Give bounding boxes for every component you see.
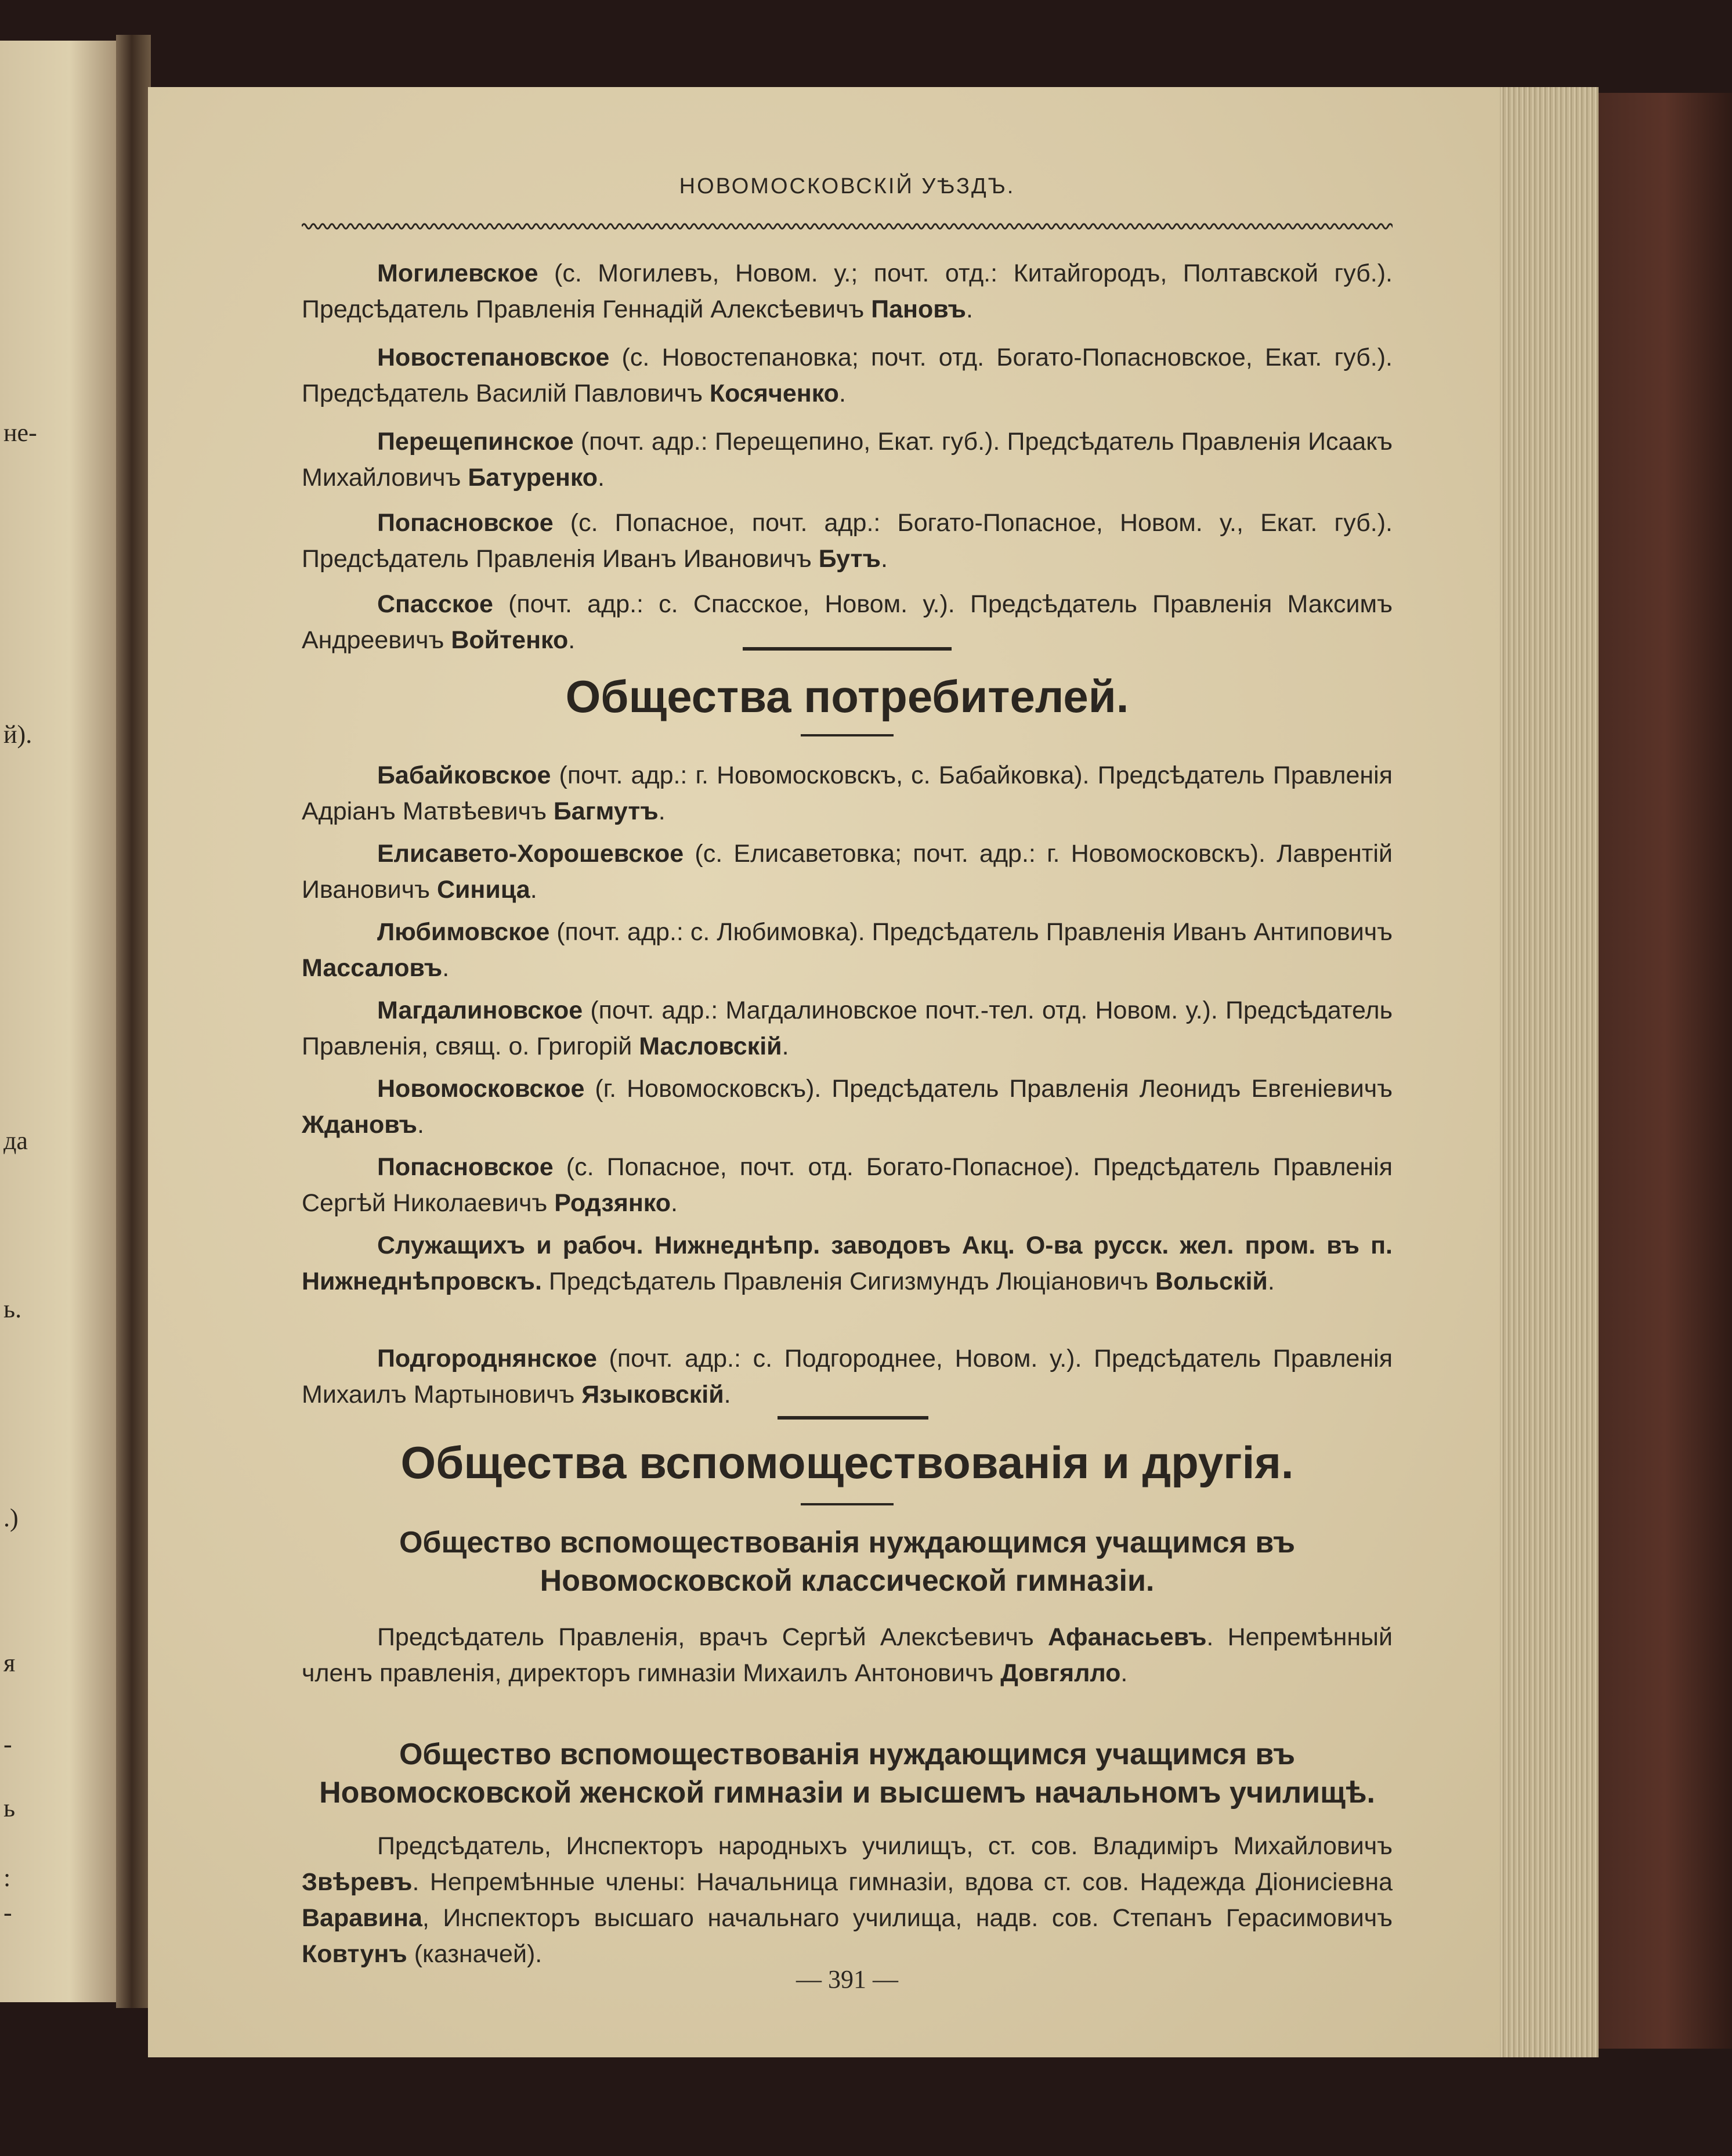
section-title: Общества потребителей. [565, 671, 1129, 722]
society-entry [302, 757, 1393, 829]
entry-name: Любимовское [377, 918, 550, 946]
entry-text: (с. Попасное, почт. адр.: Богато-Попасное, Новом. у., Екат. губ.). Предсѣдатель Правленія Иванъ Ивановичъ [302, 509, 1393, 573]
entry-name: Новостепановское [377, 344, 610, 371]
entry-person: Ждановъ [302, 1111, 418, 1139]
body-person: Афанасьевъ [1047, 1623, 1207, 1651]
entry-text: Предсѣдатель Правленія Сигизмундъ Люціановичъ [541, 1267, 1156, 1295]
entry-text: (почт. адр.: с. Спасское, Новом. у.). Предсѣдатель Правленія Максимъ Андреевичъ [302, 590, 1393, 654]
body-person: Довгялло [1000, 1659, 1121, 1687]
body-text: . Непремѣнный членъ правленія, директоръ гимназіи Михаилъ Антоновичъ [302, 1623, 1393, 1687]
entry-name: Могилевское [377, 259, 538, 287]
section-rule [778, 1416, 928, 1420]
society-entry [302, 914, 1393, 986]
left-fragment: й). [3, 720, 32, 749]
entry-text: (почт. адр.: г. Новомосковскъ, с. Бабайковка). Предсѣдатель Правленія Адріанъ Матвѣевичъ [302, 761, 1393, 825]
society-title: Общество вспомоществованія нуждающимся учащимся въ Новомосковской женской гимназіи и высшемъ начальномъ училищѣ. [319, 1738, 1375, 1810]
society-entry [302, 1071, 1393, 1143]
entry-tail: . [966, 295, 973, 323]
entry-person: Языковскій [581, 1381, 724, 1409]
page-number: — 391 — [796, 1965, 898, 1994]
short-rule [801, 734, 894, 736]
left-fragment: ь. [3, 1295, 22, 1323]
entry-name: Перещепинское [377, 428, 574, 456]
entry-text: (с. Попасное, почт. отд. Богато-Попасное). Предсѣдатель Правленія Сергѣй Николаевичъ [302, 1153, 1393, 1217]
running-head: НОВОМОСКОВСКІЙ УѢЗДЪ. [679, 174, 1015, 198]
short-rule [801, 1503, 894, 1505]
entry-text: (почт. адр.: Магдалиновское почт.-тел. отд. Новом. у.). Предсѣдатель Правленія, свящ. о. Григорій [302, 996, 1393, 1060]
society-entry [302, 340, 1393, 411]
entry-name: Спасское [377, 590, 493, 618]
society-entry [302, 836, 1393, 908]
entry-tail: . [880, 545, 888, 573]
entry-name: Новомосковское [377, 1075, 585, 1103]
entry-tail: . [598, 464, 605, 492]
society-entry [302, 505, 1393, 577]
society-title: Общество вспомоществованія нуждающимся учащимся въ Новомосковской классической гимназіи. [399, 1526, 1295, 1598]
entry-text: (с. Могилевъ, Новом. у.; почт. отд.: Китайгородъ, Полтавской губ.). Предсѣдатель Правленія Геннадій Алексѣевичъ [302, 259, 1393, 323]
left-fragment: ь [3, 1794, 16, 1822]
body-text: Предсѣдатель Правленія, врачъ Сергѣй Алексѣевичъ [377, 1623, 1048, 1651]
left-fragment: я [3, 1649, 16, 1677]
entry-tail: . [1267, 1267, 1275, 1295]
wavy-rule [302, 219, 1393, 233]
entry-text: (почт. адр.: с. Любимовка). Предсѣдатель Правленія Иванъ Антиповичъ [549, 918, 1393, 946]
entry-person: Пановъ [871, 295, 967, 323]
body-person: Звѣревъ [302, 1868, 413, 1896]
entry-text: (г. Новомосковскъ). Предсѣдатель Правленія Леонидъ Евгеніевичъ [584, 1075, 1393, 1103]
book-cover [1599, 93, 1732, 2049]
society-entry [302, 1227, 1393, 1299]
body-text: Предсѣдатель, Инспекторъ народныхъ училищъ, ст. сов. Владиміръ Михайловичъ [377, 1832, 1393, 1860]
page-edges [1500, 87, 1599, 2057]
body-tail: (казначей). [407, 1940, 543, 1968]
society-entry [302, 1341, 1393, 1413]
entry-tail: . [782, 1032, 789, 1060]
left-fragment: - [3, 1898, 12, 1927]
body-person: Варавина [302, 1904, 422, 1932]
society-entry [302, 1149, 1393, 1221]
entry-person: Батуренко [468, 464, 598, 492]
body-text: . Непремѣнные члены: Начальница гимназіи, вдова ст. сов. Надежда Діонисіевна [412, 1868, 1393, 1896]
entry-person: Массаловъ [302, 954, 443, 982]
left-fragment: : [3, 1864, 11, 1892]
society-entry [302, 424, 1393, 496]
entry-name: Елисавето-Хорошевское [377, 840, 684, 868]
entry-person: Синица [436, 876, 530, 904]
left-fragment: .) [3, 1504, 19, 1532]
section-title: Общества вспомоществованія и другія. [400, 1437, 1294, 1488]
left-page-edge [0, 41, 116, 2002]
entry-tail: . [838, 380, 846, 407]
body-tail: . [1120, 1659, 1128, 1687]
entry-name: Магдалиновское [377, 996, 583, 1024]
entry-text: (почт. адр.: с. Подгороднее, Новом. у.). Предсѣдатель Правленія Михаилъ Мартыновичъ [302, 1345, 1393, 1409]
entry-tail: . [671, 1189, 678, 1217]
entry-person: Масловскій [639, 1032, 782, 1060]
book-gutter [116, 35, 151, 2008]
entry-person: Вольскій [1155, 1267, 1268, 1295]
society-entry [302, 992, 1393, 1064]
left-fragment: не- [3, 418, 37, 447]
entry-text: (с. Елисаветовка; почт. адр.: г. Новомосковскъ). Лаврентій Ивановичъ [302, 840, 1393, 904]
entry-tail: . [417, 1111, 424, 1139]
entry-name: Попасновское [377, 1153, 554, 1181]
left-fragment: да [3, 1126, 28, 1155]
section-rule [743, 647, 952, 651]
body-person: Ковтунъ [302, 1940, 407, 1968]
entry-text: (с. Новостепановка; почт. отд. Богато-Попасновское, Екат. губ.). Предсѣдатель Василій Павловичъ [302, 344, 1393, 407]
entry-text: (почт. адр.: Перещепино, Екат. губ.). Предсѣдатель Правленія Исаакъ Михайловичъ [302, 428, 1393, 492]
entry-tail: . [568, 626, 576, 654]
entry-name: Подгороднянское [377, 1345, 597, 1373]
entry-tail: . [530, 876, 537, 904]
entry-person: Родзянко [554, 1189, 671, 1217]
entry-tail: . [658, 797, 666, 825]
entry-name: Бабайковское [377, 761, 551, 789]
entry-person: Багмутъ [553, 797, 659, 825]
body-text: , Инспекторъ высшаго начальнаго училища, надв. сов. Степанъ Герасимовичъ [422, 1904, 1393, 1932]
entry-tail: . [442, 954, 450, 982]
entry-person: Бутъ [818, 545, 881, 573]
society-body [302, 1619, 1393, 1691]
society-entry [302, 255, 1393, 327]
entry-name: Попасновское [377, 509, 554, 537]
society-body [302, 1828, 1393, 1972]
entry-name: Служащихъ и рабоч. Нижнеднѣпр. заводовъ Акц. О-ва русск. жел. пром. въ п. Нижнеднѣпровскъ. [302, 1232, 1393, 1295]
entry-tail: . [724, 1381, 731, 1409]
entry-person: Косяченко [709, 380, 839, 407]
entry-person: Войтенко [451, 626, 569, 654]
left-fragment: - [3, 1730, 12, 1758]
